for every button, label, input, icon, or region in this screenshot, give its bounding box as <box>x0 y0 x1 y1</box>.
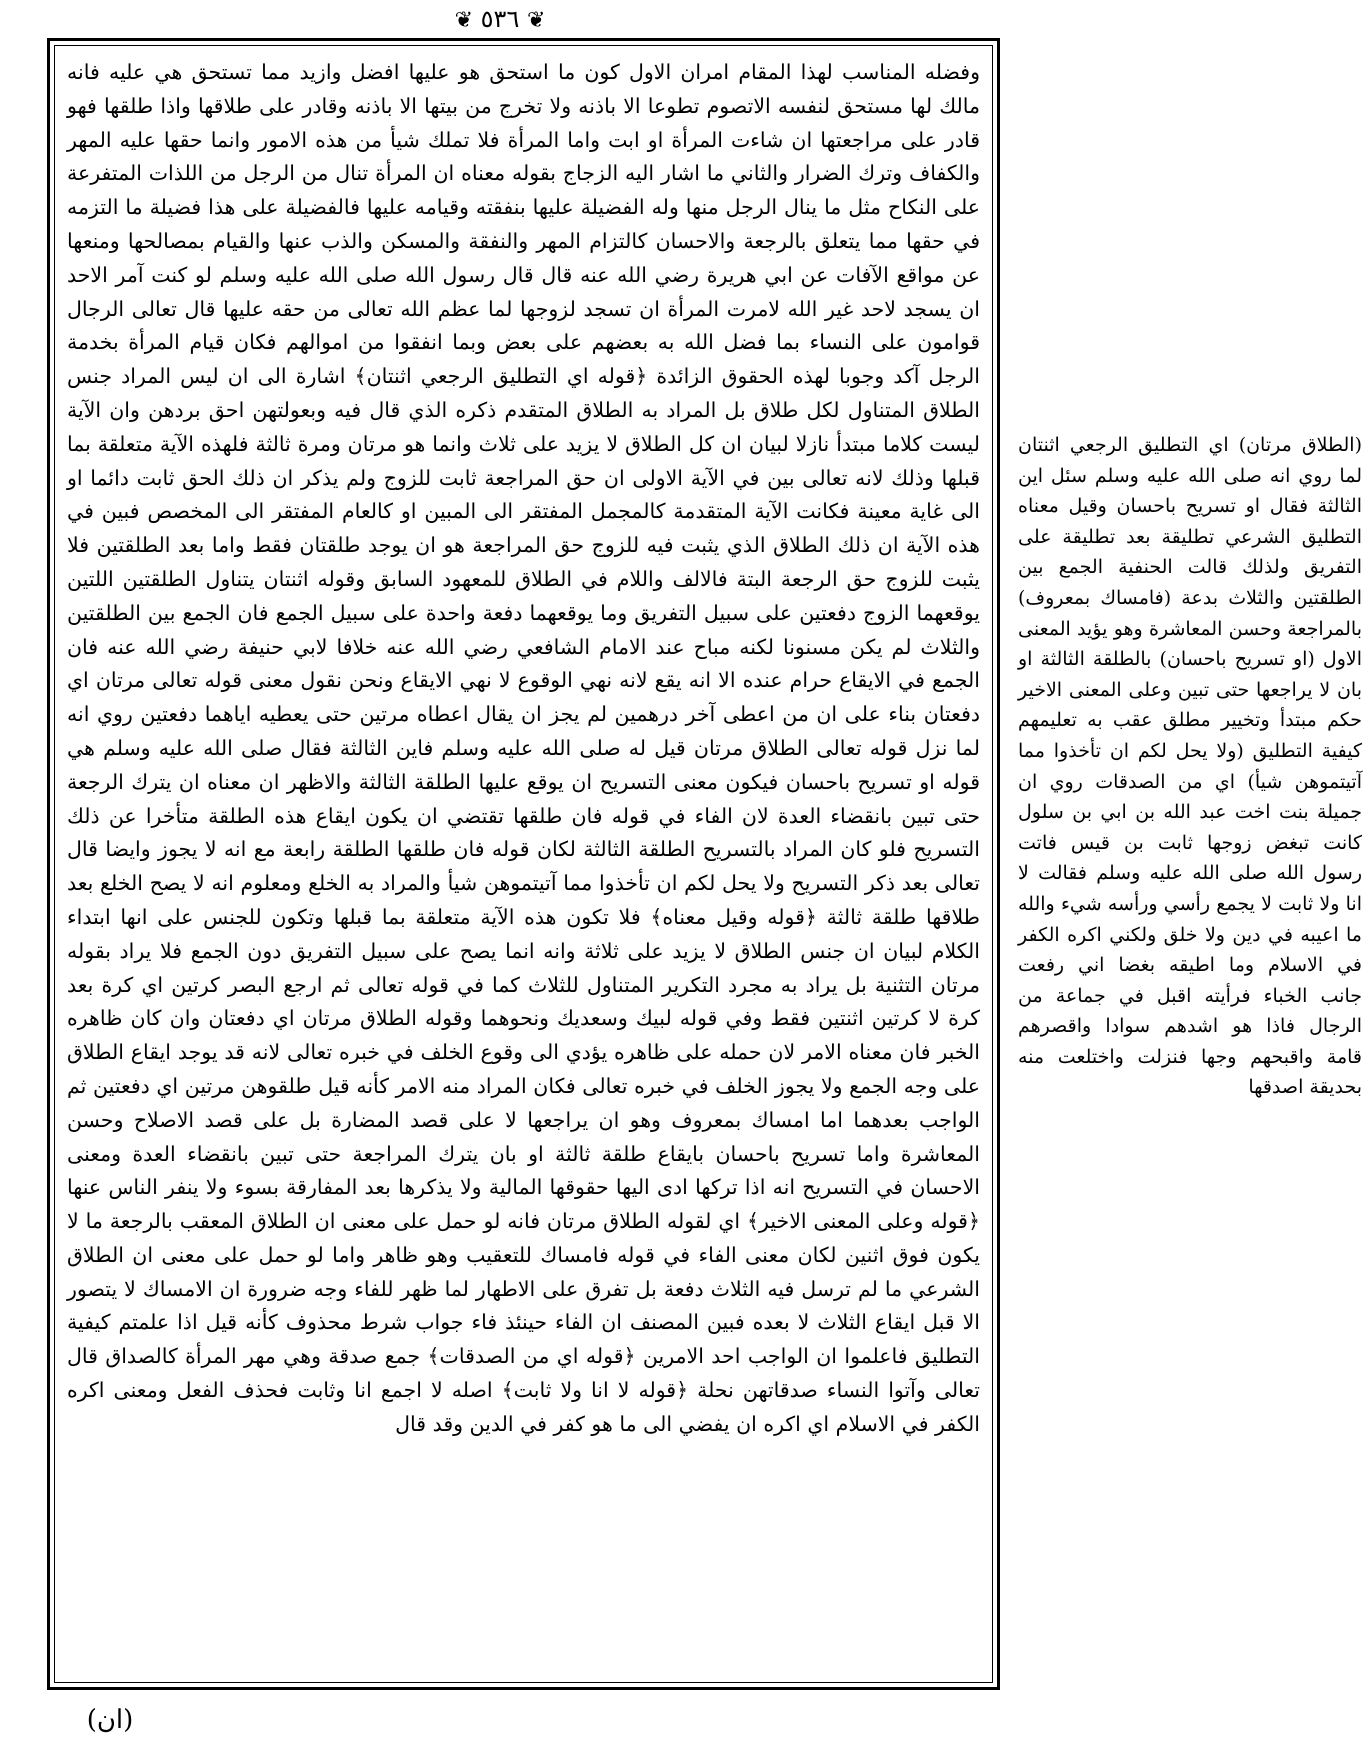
ornament-right-icon: ❦ <box>454 8 474 33</box>
page-number-header <box>400 2 600 36</box>
margin-commentary: (الطلاق مرتان) اي التطليق الرجعي اثنتان لما روي انه صلى الله عليه وسلم سئل اين الثالثة فقال او تسريح باحسان وقيل معناه التطليق الشرعي تطليقة بعد تطليقة على التفريق ولذلك قالت الحنفية الجمع بين الطلقتين والثلاث بدعة (فامساك بمعروف) بالمراجعة وحسن المعاشرة وهو يؤيد المعنى الاول (او تسريح باحسان) بالطلقة الثالثة او بان لا يراجعها حتى تبين وعلى المعنى الاخير حكم مبتدأ وتخيير مطلق عقب به تعليمهم كيفية التطليق (ولا يحل لكم ان تأخذوا مما آتيتموهن شيأ) اي من الصدقات روي ان جميلة بنت اخت عبد الله بن ابي بن سلول كانت تبغض زوجها ثابت بن قيس فاتت رسول الله صلى الله عليه وسلم فقالت لا انا ولا ثابت لا يجمع رأسي ورأسه شيء والله ما اعيبه في دين ولا خلق ولكني اكره الكفر في الاسلام وما اطيقه بغضا اني رفعت جانب الخباء فرأيته اقبل في جماعة من الرجال فاذا هو اشدهم سوادا واقصرهم قامة واقبحهم وجها فنزلت واختلعت منه بحديقة اصدقها <box>1018 434 1362 1099</box>
page-number: ٥٣٦ <box>480 5 520 33</box>
catchword: (ان) <box>86 1705 134 1735</box>
ornament-left-icon: ❦ <box>526 8 546 33</box>
main-text-frame <box>47 38 1000 1690</box>
main-text-frame-inner <box>54 45 993 1683</box>
main-text-body: وفضله المناسب لهذا المقام امران الاول كون ما استحق هو عليها افضل وازيد مما تستحق هي عليه فانه مالك لها مستحق لنفسه الاتصوم تطوعا الا باذنه ولا تخرج من بيتها الا باذنه وقادر على طلاقها واذا طلقها فهو قادر على مراجعتها ان شاءت المرأة او ابت واما المرأة فلا تملك شيأ من هذه الامور وانما حقها عليه المهر والكفاف وترك الضرار والثاني ما اشار اليه الزجاج بقوله معناه ان المرأة تنال من الرجل من اللذات المتفرعة على النكاح مثل ما ينال الرجل منها وله الفضيلة عليها بنفقته وقيامه عليها فالفضيلة على هذا فضيلة ما التزمه في حقها مما يتعلق بالرجعة والاحسان كالتزام المهر والنفقة والمسكن والذب عنها والقيام بمصالحها ومنعها عن مواقع الآفات عن ابي هريرة رضي الله عنه قال قال رسول الله صلى الله عليه وسلم لو كنت آمر الاحد ان يسجد لاحد غير الله لامرت المرأة ان تسجد لزوجها لما عظم الله تعالى من حقه عليها قال تعالى الرجال قوامون على النساء بما فضل الله به بعضهم على بعض وبما انفقوا من اموالهم فكان قيام المرأة بخدمة الرجل آكد وجوبا لهذه الحقوق الزائدة ﴿قوله اي التطليق الرجعي اثنتان﴾ اشارة الى ان ليس المراد جنس الطلاق المتناول لكل طلاق بل المراد به الطلاق المتقدم ذكره الذي قال فيه وبعولتهن احق بردهن وان الآية ليست كلاما مبتدأ نازلا لبيان ان كل الطلاق لا يزيد على ثلاث وانما هو مرتان ومرة ثالثة فلهذه الآية متعلقة بما قبلها وذلك لانه تعالى بين في الآية الاولى ان حق المراجعة ثابت للزوج ولم يذكر ان ذلك الحق ثابت دائما او الى غاية معينة فكانت الآية المتقدمة كالمجمل المفتقر الى المبين او كالعام المفتقر الى المخصص فبين في هذه الآية ان ذلك الطلاق الذي يثبت فيه للزوج حق المراجعة هو ان يوجد طلقتان فقط واما بعد الطلقتين فلا يثبت للزوج حق الرجعة البتة فالالف واللام في الطلاق للمعهود السابق وقوله اثنتان يتناول الطلقتين اللتين يوقعهما الزوج دفعتين على سبيل التفريق وما يوقعهما دفعة واحدة على سبيل الجمع فان الجمع بين الطلقتين والثلاث لم يكن مسنونا لكنه مباح عند الامام الشافعي رضي الله عنه خلافا لابي حنيفة رضي الله عنه فان الجمع في الايقاع حرام عنده الا انه يقع لانه نهي الوقوع لا نهي الايقاع ونحن نقول معنى قوله تعالى مرتان اي دفعتان بناء على ان من اعطى آخر درهمين لم يجز ان يقال اعطاه مرتين حتى يعطيه اياهما دفعتين روي انه لما نزل قوله تعالى الطلاق مرتان قيل له صلى الله عليه وسلم فاين الثالثة فقال صلى الله عليه وسلم هي قوله او تسريح باحسان فيكون معنى التسريح ان يوقع عليها الطلقة الثالثة والاظهر ان معناه ان يترك الرجعة حتى تبين بانقضاء العدة لان الفاء في قوله فان طلقها تقتضي ان يكون ايقاع هذه الطلقة متأخرا عن ذلك التسريح فلو كان المراد بالتسريح الطلقة الثالثة لكان قوله فان طلقها الطلقة رابعة مع انه لا يجوز وايضا قال تعالى بعد ذكر التسريح ولا يحل لكم ان تأخذوا مما آتيتموهن شيأ والمراد به الخلع ومعلوم انه لا يصح الخلع بعد طلاقها طلقة ثالثة ﴿قوله وقيل معناه﴾ فلا تكون هذه الآية متعلقة بما قبلها وتكون للجنس على انها ابتداء الكلام لبيان ان جنس الطلاق لا يزيد على ثلاثة وانه انما يصح على سبيل التفريق دون الجمع فلا يراد بقوله مرتان التثنية بل يراد به مجرد التكرير المتناول للثلاث كما في قوله تعالى ثم ارجع البصر كرتين اي كرة بعد كرة لا كرتين اثنتين فقط وفي قوله لبيك وسعديك ونحوهما وقوله الطلاق مرتان اي دفعتان وان كان ظاهره الخبر فان معناه الامر لان حمله على ظاهره يؤدي الى وقوع الخلف في خبره تعالى لانه قد يوجد ايقاع الطلاق على وجه الجمع ولا يجوز الخلف في خبره تعالى فكان المراد منه الامر كأنه قيل طلقوهن مرتين اي دفعتين ثم الواجب بعدهما اما امساك بمعروف وهو ان يراجعها لا على قصد المضارة بل على قصد الاصلاح وحسن المعاشرة واما تسريح باحسان بايقاع طلقة ثالثة او بان يترك المراجعة حتى تبين بانقضاء العدة ومعنى الاحسان في التسريح انه اذا تركها ادى اليها حقوقها المالية ولا يذكرها بعد المفارقة بسوء ولا ينفر الناس عنها ﴿قوله وعلى المعنى الاخير﴾ اي لقوله الطلاق مرتان فانه لو حمل على معنى ان الطلاق المعقب بالرجعة ما لا يكون فوق اثنين لكان معنى الفاء في قوله فامساك للتعقيب وهو ظاهر واما لو حمل على معنى ان الطلاق الشرعي ما لم ترسل فيه الثلاث دفعة بل تفرق على الاطهار لما ظهر للفاء وجه ضرورة ان الامساك لا يتصور الا قبل ايقاع الثلاث لا بعده فبين المصنف ان الفاء حينئذ فاء جواب شرط محذوف كأنه قيل اذا علمتم كيفية التطليق فاعلموا ان الواجب احد الامرين ﴿قوله اي من الصدقات﴾ جمع صدقة وهي مهر المرأة كالصداق قال تعالى وآتوا النساء صدقاتهن نحلة ﴿قوله لا انا ولا ثابت﴾ اصله لا اجمع انا وثابت فحذف الفعل ومعنى اكره الكفر في الاسلام اي اكره ان يفضي الى ما هو كفر في الدين وقد قال <box>67 60 980 1436</box>
